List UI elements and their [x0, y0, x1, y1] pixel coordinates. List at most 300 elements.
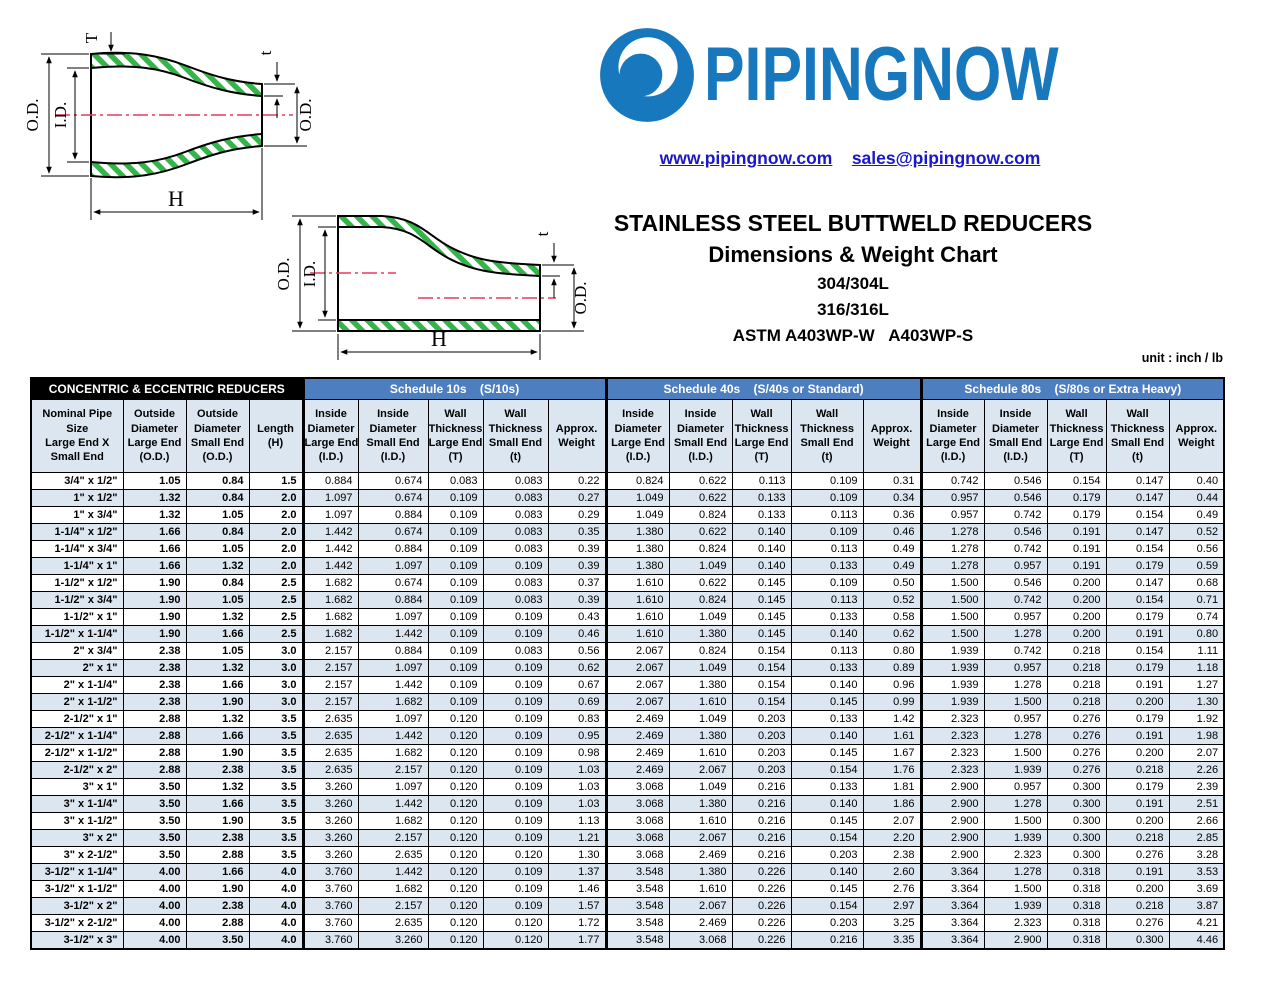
- table-row: [31, 507, 1224, 524]
- value-cell: 1.32: [186, 558, 249, 575]
- wall-thickness-small-label: t: [533, 231, 552, 237]
- value-cell: 0.276: [1047, 762, 1106, 779]
- value-cell: 0.109: [791, 490, 863, 507]
- value-cell: 0.80: [1169, 626, 1224, 643]
- value-cell: 3.260: [303, 796, 358, 813]
- value-cell: 0.957: [984, 609, 1047, 626]
- size-cell: 1" x 1/2": [31, 490, 123, 507]
- value-cell: 0.44: [1169, 490, 1224, 507]
- table-row: [31, 796, 1224, 813]
- value-cell: 3.5: [249, 847, 303, 864]
- table-row: [31, 881, 1224, 898]
- value-cell: 2.5: [249, 626, 303, 643]
- value-cell: 1.30: [548, 847, 606, 864]
- size-cell: 3" x 1-1/2": [31, 813, 123, 830]
- value-cell: 2.0: [249, 490, 303, 507]
- value-cell: 0.96: [863, 677, 921, 694]
- value-cell: 1.442: [358, 796, 428, 813]
- value-cell: 0.300: [1047, 830, 1106, 847]
- value-cell: 4.46: [1169, 932, 1224, 950]
- value-cell: 1.380: [606, 558, 669, 575]
- value-cell: 0.884: [358, 507, 428, 524]
- value-cell: 3.50: [123, 830, 186, 847]
- value-cell: 1.32: [186, 779, 249, 796]
- value-cell: 2.635: [358, 847, 428, 864]
- value-cell: 1.66: [123, 541, 186, 558]
- value-cell: 0.083: [428, 473, 483, 490]
- value-cell: 1.05: [186, 507, 249, 524]
- value-cell: 1.097: [303, 507, 358, 524]
- value-cell: 0.120: [483, 847, 548, 864]
- value-cell: 0.145: [732, 592, 791, 609]
- value-cell: 0.674: [358, 473, 428, 490]
- value-cell: 0.300: [1106, 932, 1169, 950]
- value-cell: 0.22: [548, 473, 606, 490]
- value-cell: 2.0: [249, 507, 303, 524]
- value-cell: 0.154: [791, 762, 863, 779]
- value-cell: 1.11: [1169, 643, 1224, 660]
- value-cell: 2.635: [358, 915, 428, 932]
- value-cell: 0.120: [428, 728, 483, 745]
- value-cell: 0.34: [863, 490, 921, 507]
- website-link[interactable]: www.pipingnow.com: [659, 148, 833, 168]
- value-cell: 2.469: [606, 762, 669, 779]
- value-cell: 1.278: [984, 864, 1047, 881]
- value-cell: 0.276: [1106, 915, 1169, 932]
- table-row: [31, 660, 1224, 677]
- value-cell: 1.67: [863, 745, 921, 762]
- value-cell: 2.38: [186, 762, 249, 779]
- od-large-label: O.D.: [23, 98, 42, 132]
- table-row: [31, 558, 1224, 575]
- value-cell: 0.200: [1047, 609, 1106, 626]
- value-cell: 1.610: [669, 694, 732, 711]
- table-group-header-row: [31, 378, 1224, 400]
- value-cell: 1.097: [358, 609, 428, 626]
- value-cell: 0.84: [186, 575, 249, 592]
- value-cell: 2.635: [303, 711, 358, 728]
- value-cell: 0.154: [1106, 541, 1169, 558]
- value-cell: 0.216: [732, 779, 791, 796]
- value-cell: 1.610: [606, 626, 669, 643]
- value-cell: 3.69: [1169, 881, 1224, 898]
- value-cell: 1.682: [358, 881, 428, 898]
- id-large-label: I.D.: [300, 260, 319, 288]
- value-cell: 0.226: [732, 864, 791, 881]
- value-cell: 0.179: [1047, 507, 1106, 524]
- value-cell: 3.548: [606, 915, 669, 932]
- value-cell: 3.5: [249, 813, 303, 830]
- table-row: [31, 541, 1224, 558]
- value-cell: 1.682: [358, 745, 428, 762]
- grade-316: 316/316L: [817, 300, 889, 319]
- value-cell: 0.318: [1047, 915, 1106, 932]
- value-cell: 0.109: [483, 609, 548, 626]
- value-cell: 0.120: [428, 796, 483, 813]
- size-cell: 3" x 2-1/2": [31, 847, 123, 864]
- value-cell: 0.120: [428, 762, 483, 779]
- size-cell: 1-1/4" x 1/2": [31, 524, 123, 541]
- value-cell: 0.200: [1047, 575, 1106, 592]
- value-cell: 0.154: [732, 660, 791, 677]
- value-cell: 0.109: [483, 762, 548, 779]
- value-cell: 0.49: [1169, 507, 1224, 524]
- value-cell: 2.067: [606, 660, 669, 677]
- value-cell: 0.56: [548, 643, 606, 660]
- value-cell: 0.50: [863, 575, 921, 592]
- value-cell: 0.083: [483, 473, 548, 490]
- value-cell: 0.203: [791, 847, 863, 864]
- value-cell: 3.260: [303, 779, 358, 796]
- value-cell: 0.957: [921, 507, 984, 524]
- value-cell: 2.900: [921, 796, 984, 813]
- value-cell: 0.109: [791, 524, 863, 541]
- value-cell: 1.049: [669, 660, 732, 677]
- wall-thickness-small-label: t: [256, 50, 275, 56]
- value-cell: 0.145: [732, 626, 791, 643]
- value-cell: 0.84: [186, 524, 249, 541]
- value-cell: 0.226: [732, 881, 791, 898]
- value-cell: 0.742: [984, 541, 1047, 558]
- value-cell: 3.5: [249, 711, 303, 728]
- size-cell: 3-1/2" x 1-1/4": [31, 864, 123, 881]
- table-row: [31, 745, 1224, 762]
- table-row: [31, 728, 1224, 745]
- value-cell: 1.90: [123, 592, 186, 609]
- value-cell: 1.86: [863, 796, 921, 813]
- size-cell: 2-1/2" x 1": [31, 711, 123, 728]
- value-cell: 0.109: [428, 490, 483, 507]
- value-cell: 0.300: [1047, 796, 1106, 813]
- value-cell: 2.323: [921, 762, 984, 779]
- value-cell: 0.276: [1047, 711, 1106, 728]
- value-cell: 0.276: [1106, 847, 1169, 864]
- value-cell: 1.66: [123, 558, 186, 575]
- value-cell: 1.380: [669, 626, 732, 643]
- value-cell: 0.120: [428, 847, 483, 864]
- value-cell: 0.52: [1169, 524, 1224, 541]
- value-cell: 1.442: [303, 541, 358, 558]
- value-cell: 1.380: [669, 728, 732, 745]
- schedule-10s-header: Schedule 10s (S/10s): [303, 378, 606, 400]
- value-cell: 0.37: [548, 575, 606, 592]
- value-cell: 4.00: [123, 915, 186, 932]
- value-cell: 0.191: [1106, 728, 1169, 745]
- value-cell: 3.068: [606, 813, 669, 830]
- value-cell: 0.58: [863, 609, 921, 626]
- concentric-reducer-drawing: [25, 20, 320, 235]
- value-cell: 1.049: [669, 558, 732, 575]
- value-cell: 0.203: [732, 762, 791, 779]
- value-cell: 1.682: [303, 626, 358, 643]
- value-cell: 4.00: [123, 864, 186, 881]
- value-cell: 0.109: [428, 609, 483, 626]
- od-small-label: O.D.: [296, 98, 315, 132]
- value-cell: 2.88: [123, 745, 186, 762]
- schedule-80s-header: Schedule 80s (S/80s or Extra Heavy): [921, 378, 1224, 400]
- column-header: Inside Diameter Small End (I.D.): [984, 400, 1047, 473]
- value-cell: 0.109: [428, 524, 483, 541]
- value-cell: 2.157: [303, 677, 358, 694]
- value-cell: 3.35: [863, 932, 921, 950]
- value-cell: 2.38: [863, 847, 921, 864]
- value-cell: 1.18: [1169, 660, 1224, 677]
- value-cell: 1.682: [303, 609, 358, 626]
- value-cell: 0.109: [483, 881, 548, 898]
- value-cell: 1.500: [984, 813, 1047, 830]
- value-cell: 0.674: [358, 524, 428, 541]
- value-cell: 2.88: [123, 728, 186, 745]
- value-cell: 0.179: [1106, 779, 1169, 796]
- value-cell: 1.380: [606, 524, 669, 541]
- value-cell: 0.140: [791, 677, 863, 694]
- table-row: [31, 524, 1224, 541]
- size-cell: 1-1/2" x 1": [31, 609, 123, 626]
- value-cell: 3.50: [123, 847, 186, 864]
- value-cell: 0.216: [791, 932, 863, 950]
- value-cell: 0.120: [428, 864, 483, 881]
- value-cell: 2.067: [669, 898, 732, 915]
- value-cell: 0.884: [303, 473, 358, 490]
- value-cell: 2.88: [186, 915, 249, 932]
- value-cell: 1.32: [186, 711, 249, 728]
- table-row: [31, 915, 1224, 932]
- value-cell: 1.278: [984, 626, 1047, 643]
- value-cell: 0.154: [1106, 643, 1169, 660]
- value-cell: 0.083: [483, 592, 548, 609]
- size-cell: 2" x 3/4": [31, 643, 123, 660]
- value-cell: 2.067: [606, 677, 669, 694]
- value-cell: 2.469: [669, 915, 732, 932]
- value-cell: 0.200: [1047, 592, 1106, 609]
- value-cell: 1.049: [606, 507, 669, 524]
- value-cell: 0.147: [1106, 473, 1169, 490]
- column-header: Wall Thickness Small End (t): [791, 400, 863, 473]
- value-cell: 0.742: [984, 592, 1047, 609]
- value-cell: 0.154: [791, 898, 863, 915]
- value-cell: 1.13: [548, 813, 606, 830]
- value-cell: 1.500: [921, 626, 984, 643]
- value-cell: 1.27: [1169, 677, 1224, 694]
- value-cell: 0.133: [732, 490, 791, 507]
- value-cell: 0.191: [1106, 677, 1169, 694]
- value-cell: 0.191: [1047, 558, 1106, 575]
- value-cell: 0.83: [548, 711, 606, 728]
- dimensions-table-wrap: [30, 377, 1225, 950]
- value-cell: 0.218: [1047, 660, 1106, 677]
- value-cell: 1.278: [984, 796, 1047, 813]
- value-cell: 3.760: [303, 864, 358, 881]
- value-cell: 0.191: [1047, 541, 1106, 558]
- value-cell: 0.80: [863, 643, 921, 660]
- value-cell: 0.120: [428, 711, 483, 728]
- column-header: Inside Diameter Large End (I.D.): [921, 400, 984, 473]
- column-header: Inside Diameter Large End (I.D.): [303, 400, 358, 473]
- value-cell: 4.0: [249, 915, 303, 932]
- value-cell: 3.50: [123, 779, 186, 796]
- value-cell: 0.84: [186, 473, 249, 490]
- value-cell: 0.69: [548, 694, 606, 711]
- table-row: [31, 779, 1224, 796]
- value-cell: 0.109: [483, 558, 548, 575]
- value-cell: 0.71: [1169, 592, 1224, 609]
- value-cell: 3.760: [303, 915, 358, 932]
- value-cell: 3.0: [249, 660, 303, 677]
- value-cell: 0.154: [791, 830, 863, 847]
- value-cell: 2.157: [358, 830, 428, 847]
- value-cell: 3.87: [1169, 898, 1224, 915]
- value-cell: 0.62: [548, 660, 606, 677]
- value-cell: 0.179: [1106, 660, 1169, 677]
- value-cell: 0.120: [428, 932, 483, 950]
- value-cell: 0.109: [483, 660, 548, 677]
- table-row: [31, 592, 1224, 609]
- value-cell: 0.39: [548, 592, 606, 609]
- value-cell: 0.133: [791, 779, 863, 796]
- value-cell: 0.68: [1169, 575, 1224, 592]
- value-cell: 0.140: [791, 626, 863, 643]
- value-cell: 3.5: [249, 796, 303, 813]
- value-cell: 0.203: [732, 711, 791, 728]
- value-cell: 1.682: [358, 813, 428, 830]
- value-cell: 1.500: [921, 575, 984, 592]
- value-cell: 0.957: [984, 711, 1047, 728]
- value-cell: 0.109: [428, 592, 483, 609]
- schedule-40s-header: Schedule 40s (S/40s or Standard): [606, 378, 921, 400]
- value-cell: 4.0: [249, 864, 303, 881]
- value-cell: 1.610: [606, 575, 669, 592]
- value-cell: 0.191: [1106, 796, 1169, 813]
- value-cell: 0.109: [428, 643, 483, 660]
- column-header: Approx. Weight: [863, 400, 921, 473]
- title-block: [588, 210, 1118, 346]
- value-cell: 2.20: [863, 830, 921, 847]
- value-cell: 0.46: [548, 626, 606, 643]
- value-cell: 2.323: [984, 915, 1047, 932]
- value-cell: 1.442: [358, 864, 428, 881]
- value-cell: 0.109: [428, 694, 483, 711]
- size-cell: 3-1/2" x 2-1/2": [31, 915, 123, 932]
- link-gap: [832, 148, 851, 168]
- table-row: [31, 490, 1224, 507]
- value-cell: 1.097: [358, 660, 428, 677]
- value-cell: 1.03: [548, 762, 606, 779]
- value-cell: 1.939: [984, 830, 1047, 847]
- value-cell: 2.38: [123, 643, 186, 660]
- value-cell: 1.097: [358, 711, 428, 728]
- size-cell: 1-1/4" x 3/4": [31, 541, 123, 558]
- value-cell: 2.76: [863, 881, 921, 898]
- value-cell: 0.276: [1047, 728, 1106, 745]
- logo-mark-icon: [596, 24, 698, 126]
- value-cell: 0.191: [1106, 626, 1169, 643]
- value-cell: 0.226: [732, 915, 791, 932]
- value-cell: 0.109: [483, 796, 548, 813]
- value-cell: 0.109: [483, 779, 548, 796]
- value-cell: 1.77: [548, 932, 606, 950]
- wall-thickness-large-label: T: [82, 32, 101, 44]
- value-cell: 0.120: [428, 813, 483, 830]
- value-cell: 2.88: [123, 762, 186, 779]
- value-cell: 0.218: [1106, 762, 1169, 779]
- value-cell: 0.133: [791, 558, 863, 575]
- value-cell: 3.5: [249, 762, 303, 779]
- value-cell: 0.109: [483, 626, 548, 643]
- column-header: Approx. Weight: [548, 400, 606, 473]
- email-link[interactable]: sales@pipingnow.com: [851, 148, 1041, 168]
- value-cell: 1.939: [921, 677, 984, 694]
- value-cell: 1.939: [984, 762, 1047, 779]
- value-cell: 2.5: [249, 592, 303, 609]
- column-header: Inside Diameter Small End (I.D.): [358, 400, 428, 473]
- value-cell: 2.38: [123, 660, 186, 677]
- contact-links: [600, 148, 1100, 169]
- value-cell: 3.364: [921, 898, 984, 915]
- value-cell: 2.157: [358, 762, 428, 779]
- value-cell: 2.88: [186, 847, 249, 864]
- value-cell: 0.083: [483, 575, 548, 592]
- value-cell: 0.31: [863, 473, 921, 490]
- value-cell: 2.900: [921, 830, 984, 847]
- value-cell: 3.50: [186, 932, 249, 950]
- value-cell: 2.07: [863, 813, 921, 830]
- value-cell: 0.56: [1169, 541, 1224, 558]
- value-cell: 1.90: [186, 745, 249, 762]
- value-cell: 2.157: [303, 660, 358, 677]
- value-cell: 0.226: [732, 932, 791, 950]
- value-cell: 1.05: [186, 592, 249, 609]
- value-cell: 3.548: [606, 864, 669, 881]
- id-large-label: I.D.: [51, 101, 70, 129]
- value-cell: 0.147: [1106, 575, 1169, 592]
- value-cell: 3.760: [303, 881, 358, 898]
- value-cell: 0.318: [1047, 881, 1106, 898]
- value-cell: 2.323: [921, 711, 984, 728]
- value-cell: 0.89: [863, 660, 921, 677]
- value-cell: 0.154: [732, 677, 791, 694]
- value-cell: 1.05: [186, 541, 249, 558]
- value-cell: 2.157: [303, 694, 358, 711]
- value-cell: 3.548: [606, 898, 669, 915]
- value-cell: 1.37: [548, 864, 606, 881]
- value-cell: 0.133: [791, 609, 863, 626]
- column-header: Outside Diameter Large End (O.D.): [123, 400, 186, 473]
- value-cell: 1.21: [548, 830, 606, 847]
- value-cell: 1.92: [1169, 711, 1224, 728]
- table-row: [31, 813, 1224, 830]
- size-cell: 3-1/2" x 3": [31, 932, 123, 950]
- value-cell: 0.120: [428, 898, 483, 915]
- column-header: Nominal Pipe Size Large End X Small End: [31, 400, 123, 473]
- value-cell: 1.90: [123, 575, 186, 592]
- value-cell: 1.610: [669, 813, 732, 830]
- value-cell: 1.500: [921, 609, 984, 626]
- value-cell: 0.884: [358, 541, 428, 558]
- size-cell: 3-1/2" x 1-1/2": [31, 881, 123, 898]
- value-cell: 0.147: [1106, 524, 1169, 541]
- value-cell: 3.5: [249, 728, 303, 745]
- value-cell: 0.318: [1047, 932, 1106, 950]
- value-cell: 0.109: [428, 558, 483, 575]
- value-cell: 2.38: [123, 677, 186, 694]
- value-cell: 0.145: [791, 745, 863, 762]
- value-cell: 3.25: [863, 915, 921, 932]
- value-cell: 0.109: [483, 864, 548, 881]
- value-cell: 1.442: [303, 558, 358, 575]
- value-cell: 0.99: [863, 694, 921, 711]
- value-cell: 0.622: [669, 490, 732, 507]
- value-cell: 2.469: [606, 745, 669, 762]
